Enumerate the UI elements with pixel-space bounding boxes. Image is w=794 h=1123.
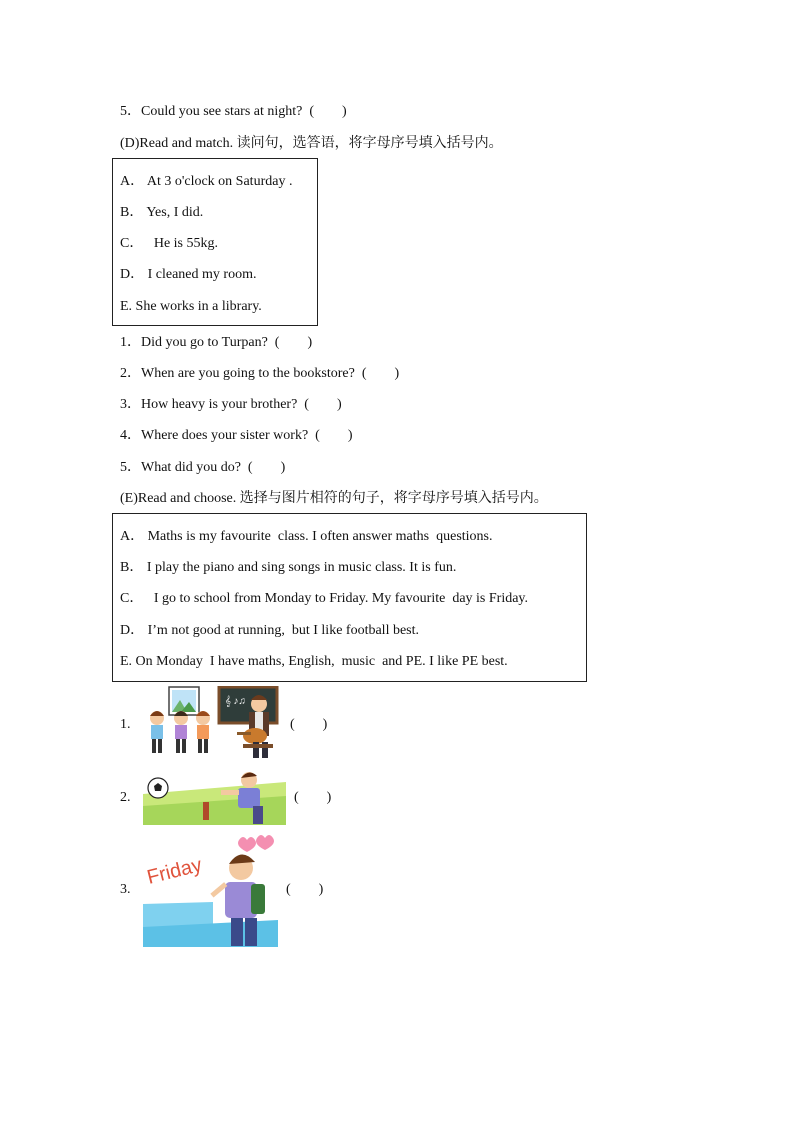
svg-text:𝄞 ♪♫: 𝄞 ♪♫ — [225, 696, 246, 707]
question-5-previous: 5．Could you see stars at night? ( ) — [120, 104, 347, 119]
music-class-picture — [143, 686, 280, 760]
option-b: B． Yes, I did. — [120, 205, 204, 220]
option-a: A． Maths is my favourite class. I often answer maths questions. — [120, 529, 493, 544]
question-d-5: 5．What did you do? ( ) — [120, 460, 286, 475]
option-c: C． He is 55kg. — [120, 236, 218, 251]
option-a: A． At 3 o'clock on Saturday . — [120, 174, 293, 189]
item-2-number: 2. — [120, 790, 131, 805]
item-2-answer-blank[interactable]: ( ) — [294, 790, 332, 805]
question-d-2: 2．When are you going to the bookstore? ( ) — [120, 366, 400, 381]
option-b: B． I play the piano and sing songs in music class. It is fun. — [120, 560, 457, 575]
item-1-number: 1. — [120, 717, 131, 732]
question-d-3: 3．How heavy is your brother? ( ) — [120, 397, 342, 412]
friday-picture — [143, 832, 278, 947]
option-e: E. She works in a library. — [120, 299, 262, 314]
section-d-heading: (D)Read and match. 读问句，选答语，将字母序号填入括号内。 — [120, 136, 503, 151]
section-e-options-box — [112, 513, 587, 682]
section-e-heading: (E)Read and choose. 选择与图片相符的句子，将字母序号填入括号内。 — [120, 491, 548, 506]
item-1-answer-blank[interactable]: ( ) — [290, 717, 328, 732]
football-picture — [143, 768, 286, 825]
option-d: D． I’m not good at running, but I like football best. — [120, 623, 420, 638]
option-e: E. On Monday I have maths, English, music and PE. I like PE best. — [120, 654, 508, 669]
friday-picture-text: Friday — [144, 854, 205, 889]
item-3-answer-blank[interactable]: ( ) — [286, 882, 324, 897]
option-d: D． I cleaned my room. — [120, 267, 257, 282]
question-d-4: 4．Where does your sister work? ( ) — [120, 428, 353, 443]
item-3-number: 3. — [120, 882, 131, 897]
section-d-options-box — [112, 158, 318, 326]
question-d-1: 1．Did you go to Turpan? ( ) — [120, 335, 313, 350]
option-c: C． I go to school from Monday to Friday. My favourite day is Friday. — [120, 591, 529, 606]
